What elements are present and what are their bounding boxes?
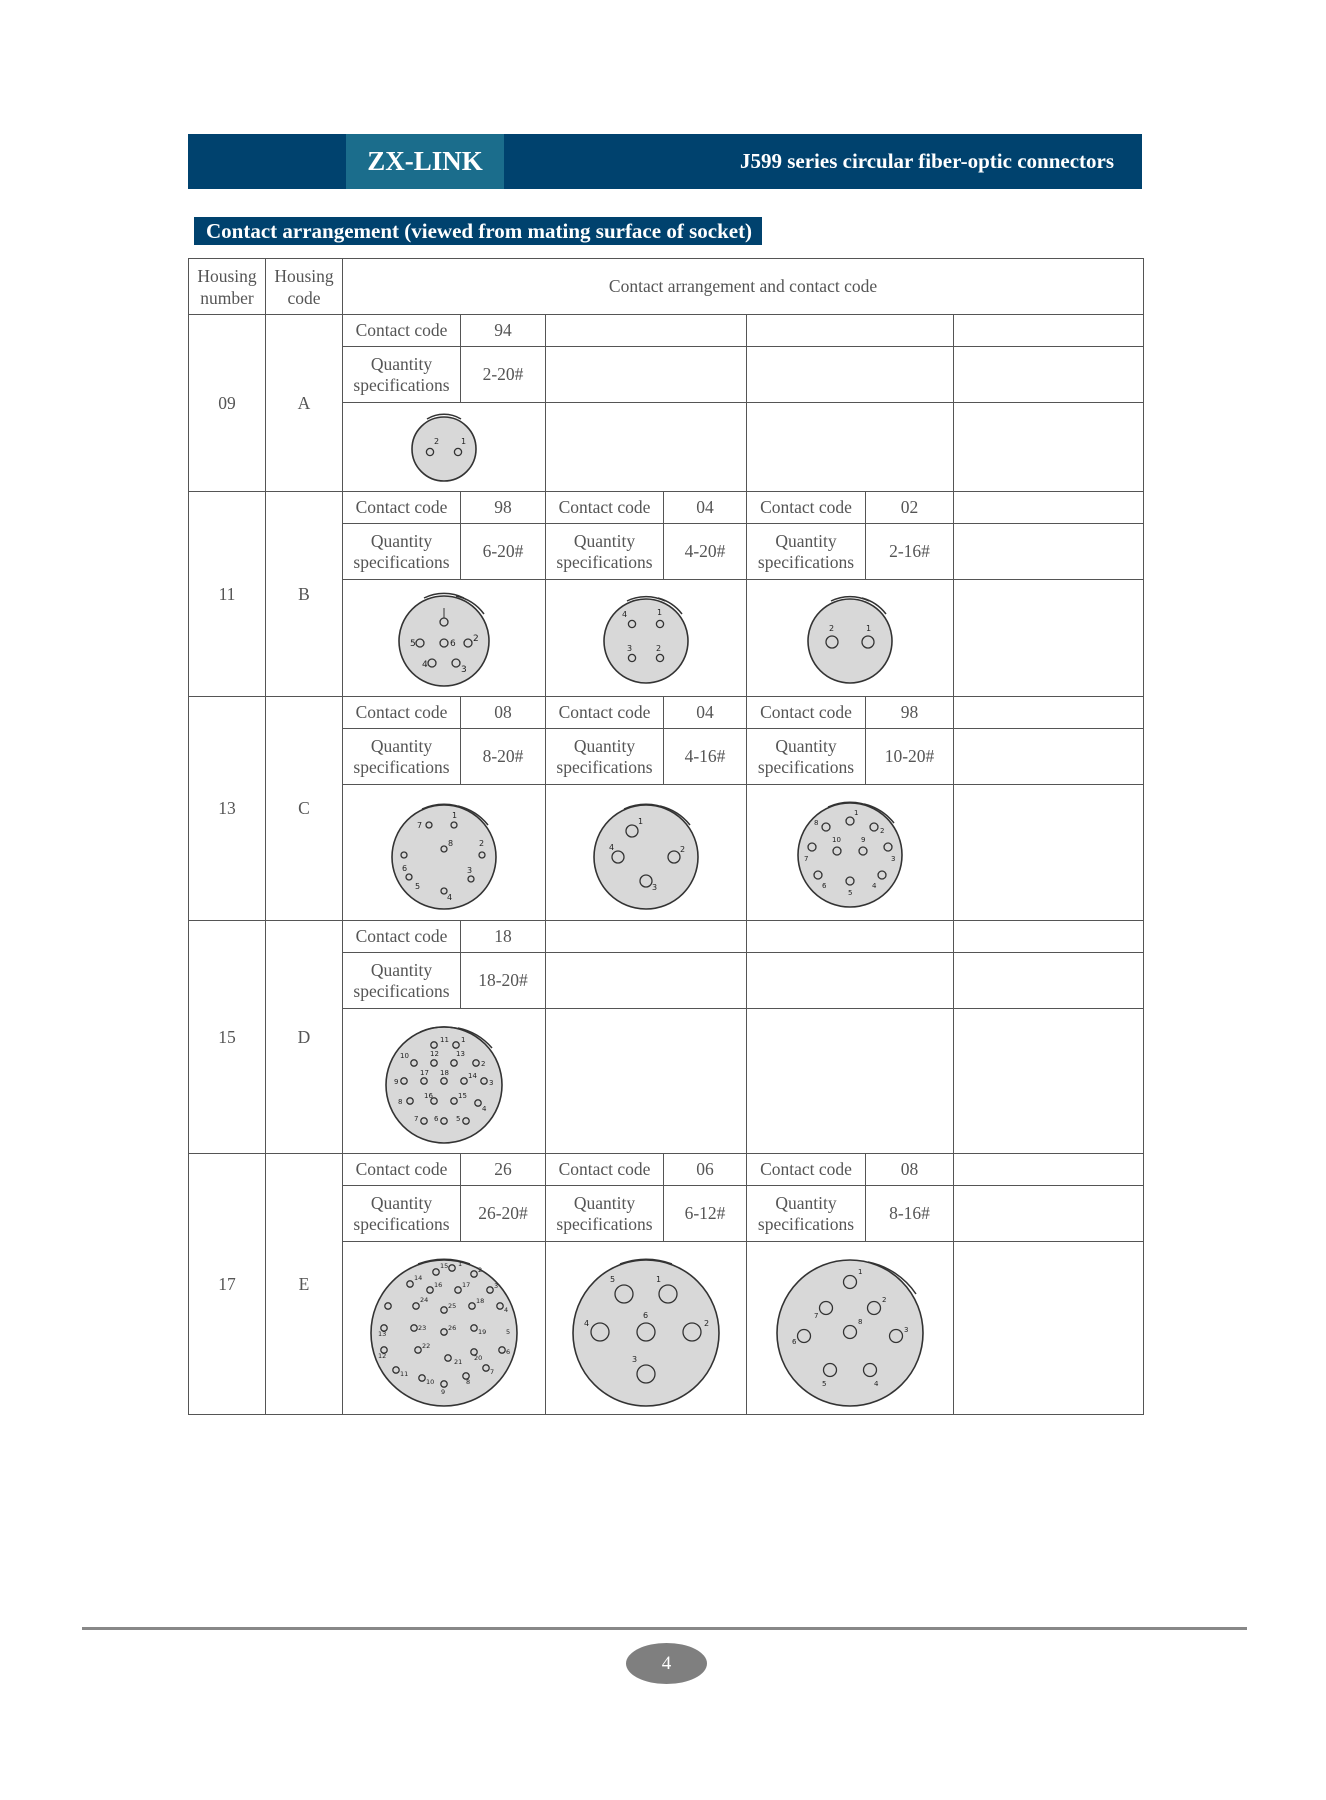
svg-text:3: 3 <box>467 865 473 875</box>
contact-code-label: Contact code <box>343 921 461 953</box>
svg-text:22: 22 <box>422 1342 431 1350</box>
section-title: Contact arrangement (viewed from mating surface of socket) <box>194 217 762 245</box>
housing-number-cell: 13 <box>189 697 266 921</box>
svg-text:4: 4 <box>874 1380 879 1388</box>
svg-text:21: 21 <box>454 1358 463 1366</box>
diagram-cell <box>546 1242 747 1415</box>
housing-code-cell: B <box>266 492 343 697</box>
empty-cell <box>747 403 954 492</box>
svg-text:2: 2 <box>680 844 686 854</box>
empty-cell <box>747 921 954 953</box>
svg-text:15: 15 <box>440 1262 449 1270</box>
connector-diagram-13-98 <box>791 792 909 914</box>
quantity-value: 4-16# <box>664 729 747 785</box>
svg-text:11: 11 <box>400 1370 409 1378</box>
svg-text:3: 3 <box>489 1079 494 1087</box>
svg-text:5: 5 <box>415 881 421 891</box>
svg-text:10: 10 <box>832 835 841 844</box>
svg-text:3: 3 <box>891 854 896 863</box>
svg-text:24: 24 <box>420 1296 429 1304</box>
svg-text:2: 2 <box>829 624 835 633</box>
svg-text:4: 4 <box>622 610 628 619</box>
svg-text:2: 2 <box>481 1060 486 1068</box>
svg-text:2: 2 <box>434 437 440 446</box>
diagram-cell <box>343 1009 546 1154</box>
svg-text:15: 15 <box>458 1092 467 1100</box>
svg-text:16: 16 <box>424 1092 433 1100</box>
connector-diagram-17-26 <box>366 1248 522 1408</box>
svg-text:14: 14 <box>414 1274 423 1282</box>
diagram-cell <box>343 785 546 921</box>
empty-cell <box>747 347 954 403</box>
svg-text:8: 8 <box>466 1378 471 1386</box>
empty-cell <box>954 785 1144 921</box>
svg-text:1: 1 <box>858 1268 863 1276</box>
svg-text:8: 8 <box>398 1098 403 1106</box>
quantity-label: Quantity specifications <box>343 953 461 1009</box>
diagram-cell <box>343 403 546 492</box>
connector-diagram-11-04 <box>599 586 693 690</box>
svg-text:8: 8 <box>448 838 454 848</box>
quantity-value: 6-12# <box>664 1186 747 1242</box>
connector-diagram-17-06 <box>568 1248 724 1408</box>
empty-cell <box>954 347 1144 403</box>
table-row <box>189 315 1144 347</box>
diagram-cell <box>747 1242 954 1415</box>
connector-diagram-09-94 <box>404 407 484 487</box>
connector-diagram-11-98 <box>394 586 494 690</box>
quantity-value: 8-20# <box>461 729 546 785</box>
series-title: J599 series circular fiber-optic connectors <box>739 149 1114 173</box>
contact-code-label: Contact code <box>747 1154 866 1186</box>
svg-text:18: 18 <box>440 1069 449 1077</box>
empty-cell <box>546 1009 747 1154</box>
svg-text:13: 13 <box>456 1050 465 1058</box>
svg-text:9: 9 <box>441 1388 446 1396</box>
empty-cell <box>747 1009 954 1154</box>
svg-text:4: 4 <box>504 1306 509 1314</box>
svg-text:3: 3 <box>627 644 633 653</box>
svg-text:6: 6 <box>506 1348 511 1356</box>
empty-cell <box>954 729 1144 785</box>
housing-number-cell: 17 <box>189 1154 266 1415</box>
empty-cell <box>747 315 954 347</box>
svg-text:4: 4 <box>482 1105 487 1113</box>
empty-cell <box>546 403 747 492</box>
svg-text:2: 2 <box>704 1319 710 1328</box>
svg-text:7: 7 <box>804 854 809 863</box>
quantity-label: Quantity specifications <box>343 524 461 580</box>
contact-code-label: Contact code <box>546 492 664 524</box>
svg-text:5: 5 <box>456 1115 461 1123</box>
svg-text:4: 4 <box>447 892 453 902</box>
svg-text:6: 6 <box>402 863 408 873</box>
empty-cell <box>747 953 954 1009</box>
svg-text:3: 3 <box>494 1282 499 1290</box>
empty-cell <box>954 697 1144 729</box>
quantity-label: Quantity specifications <box>546 729 664 785</box>
svg-text:8: 8 <box>814 818 819 827</box>
contact-code-label: Contact code <box>546 1154 664 1186</box>
header-contact-arrangement: Contact arrangement and contact code <box>343 259 1144 315</box>
empty-cell <box>954 315 1144 347</box>
svg-text:5: 5 <box>410 639 416 649</box>
svg-text:13: 13 <box>378 1330 387 1338</box>
contact-code-label: Contact code <box>343 492 461 524</box>
svg-text:18: 18 <box>476 1297 485 1305</box>
diagram-cell <box>747 785 954 921</box>
quantity-label: Quantity specifications <box>343 1186 461 1242</box>
housing-number-cell: 15 <box>189 921 266 1154</box>
svg-text:12: 12 <box>430 1050 439 1058</box>
contact-code-value: 06 <box>664 1154 747 1186</box>
brand-logo: ZX-LINK <box>346 134 504 189</box>
contact-code-label: Contact code <box>343 697 461 729</box>
svg-text:17: 17 <box>462 1281 471 1289</box>
quantity-label: Quantity specifications <box>343 347 461 403</box>
empty-cell <box>954 492 1144 524</box>
connector-diagram-15-18 <box>380 1014 508 1148</box>
contact-code-value: 98 <box>866 697 954 729</box>
svg-text:5: 5 <box>848 888 853 897</box>
svg-text:9: 9 <box>861 835 866 844</box>
housing-number-cell: 09 <box>189 315 266 492</box>
svg-text:23: 23 <box>418 1324 427 1332</box>
quantity-value: 4-20# <box>664 524 747 580</box>
quantity-label: Quantity specifications <box>546 1186 664 1242</box>
empty-cell <box>954 1154 1144 1186</box>
svg-text:4: 4 <box>609 842 615 852</box>
connector-diagram-11-02 <box>803 586 897 690</box>
diagram-cell <box>343 1242 546 1415</box>
empty-cell <box>954 524 1144 580</box>
svg-text:2: 2 <box>880 826 885 835</box>
svg-text:7: 7 <box>490 1368 495 1376</box>
svg-text:6: 6 <box>792 1338 797 1346</box>
svg-text:1: 1 <box>461 437 467 446</box>
empty-cell <box>954 403 1144 492</box>
empty-cell <box>954 1009 1144 1154</box>
contact-code-label: Contact code <box>747 492 866 524</box>
svg-text:6: 6 <box>434 1115 439 1123</box>
contact-code-value: 94 <box>461 315 546 347</box>
contact-code-label: Contact code <box>343 315 461 347</box>
svg-text:5: 5 <box>610 1275 616 1284</box>
svg-text:1: 1 <box>461 1036 466 1044</box>
svg-text:8: 8 <box>858 1318 863 1326</box>
page-header <box>188 134 1142 189</box>
svg-text:4: 4 <box>584 1319 590 1328</box>
svg-text:9: 9 <box>394 1078 399 1086</box>
empty-cell <box>546 953 747 1009</box>
diagram-cell <box>546 785 747 921</box>
svg-text:7: 7 <box>814 1312 819 1320</box>
contact-code-value: 04 <box>664 697 747 729</box>
svg-text:2: 2 <box>479 838 485 848</box>
svg-text:1: 1 <box>854 808 859 817</box>
empty-cell <box>954 953 1144 1009</box>
svg-text:3: 3 <box>632 1355 638 1364</box>
housing-code-cell: C <box>266 697 343 921</box>
empty-cell <box>546 315 747 347</box>
contact-code-value: 08 <box>866 1154 954 1186</box>
quantity-value: 2-20# <box>461 347 546 403</box>
housing-code-cell: E <box>266 1154 343 1415</box>
svg-text:10: 10 <box>426 1378 435 1386</box>
empty-cell <box>546 921 747 953</box>
quantity-label: Quantity specifications <box>747 729 866 785</box>
svg-text:2: 2 <box>478 1266 483 1274</box>
svg-text:1: 1 <box>638 816 644 826</box>
svg-text:1: 1 <box>458 1260 463 1268</box>
contact-code-label: Contact code <box>747 697 866 729</box>
svg-text:10: 10 <box>400 1052 409 1060</box>
svg-text:1: 1 <box>657 608 663 617</box>
contact-arrangement-table <box>188 258 1144 1415</box>
svg-text:16: 16 <box>434 1281 443 1289</box>
contact-code-value: 26 <box>461 1154 546 1186</box>
connector-diagram-17-08 <box>772 1248 928 1408</box>
svg-text:14: 14 <box>468 1072 477 1080</box>
contact-code-value: 02 <box>866 492 954 524</box>
table-row <box>189 1154 1144 1186</box>
svg-text:1: 1 <box>452 810 458 820</box>
svg-text:19: 19 <box>478 1328 487 1336</box>
empty-cell <box>546 347 747 403</box>
svg-text:26: 26 <box>448 1324 457 1332</box>
quantity-value: 10-20# <box>866 729 954 785</box>
svg-text:7: 7 <box>414 1115 419 1123</box>
contact-code-value: 04 <box>664 492 747 524</box>
diagram-cell <box>343 580 546 697</box>
svg-text:3: 3 <box>652 882 658 892</box>
svg-text:7: 7 <box>417 820 423 830</box>
contact-code-value: 98 <box>461 492 546 524</box>
svg-text:17: 17 <box>420 1069 429 1077</box>
contact-code-value: 08 <box>461 697 546 729</box>
table-row <box>189 492 1144 524</box>
connector-diagram-13-04 <box>587 792 705 914</box>
contact-code-value: 18 <box>461 921 546 953</box>
page-number-badge: 4 <box>626 1643 707 1684</box>
empty-cell <box>954 921 1144 953</box>
housing-code-cell: A <box>266 315 343 492</box>
housing-number-cell: 11 <box>189 492 266 697</box>
svg-text:5: 5 <box>506 1328 511 1336</box>
svg-text:20: 20 <box>474 1354 483 1362</box>
svg-text:4: 4 <box>872 881 877 890</box>
table-row <box>189 921 1144 953</box>
svg-text:12: 12 <box>378 1352 387 1360</box>
svg-text:11: 11 <box>440 1036 449 1044</box>
table-row <box>189 697 1144 729</box>
svg-text:3: 3 <box>904 1326 909 1334</box>
empty-cell <box>954 1242 1144 1415</box>
svg-text:1: 1 <box>866 624 872 633</box>
svg-text:25: 25 <box>448 1302 457 1310</box>
quantity-label: Quantity specifications <box>546 524 664 580</box>
contact-code-label: Contact code <box>343 1154 461 1186</box>
diagram-cell <box>546 580 747 697</box>
quantity-value: 2-16# <box>866 524 954 580</box>
diagram-cell <box>747 580 954 697</box>
svg-text:4: 4 <box>422 660 428 670</box>
quantity-label: Quantity specifications <box>747 1186 866 1242</box>
header-housing-code: Housing code <box>266 259 343 315</box>
quantity-label: Quantity specifications <box>343 729 461 785</box>
quantity-value: 6-20# <box>461 524 546 580</box>
svg-text:1: 1 <box>656 1275 662 1284</box>
svg-text:2: 2 <box>882 1296 887 1304</box>
svg-text:2: 2 <box>473 634 479 644</box>
header-housing-number: Housing number <box>189 259 266 315</box>
svg-text:5: 5 <box>822 1380 827 1388</box>
table-header-row <box>189 259 1144 315</box>
empty-cell <box>954 580 1144 697</box>
quantity-value: 8-16# <box>866 1186 954 1242</box>
quantity-label: Quantity specifications <box>747 524 866 580</box>
svg-text:3: 3 <box>461 665 467 675</box>
connector-diagram-13-08 <box>387 792 501 914</box>
svg-text:2: 2 <box>656 644 662 653</box>
svg-text:6: 6 <box>643 1311 649 1320</box>
footer-divider <box>82 1627 1247 1630</box>
svg-text:6: 6 <box>822 881 827 890</box>
empty-cell <box>954 1186 1144 1242</box>
quantity-value: 26-20# <box>461 1186 546 1242</box>
quantity-value: 18-20# <box>461 953 546 1009</box>
svg-text:6: 6 <box>450 639 456 649</box>
housing-code-cell: D <box>266 921 343 1154</box>
contact-code-label: Contact code <box>546 697 664 729</box>
